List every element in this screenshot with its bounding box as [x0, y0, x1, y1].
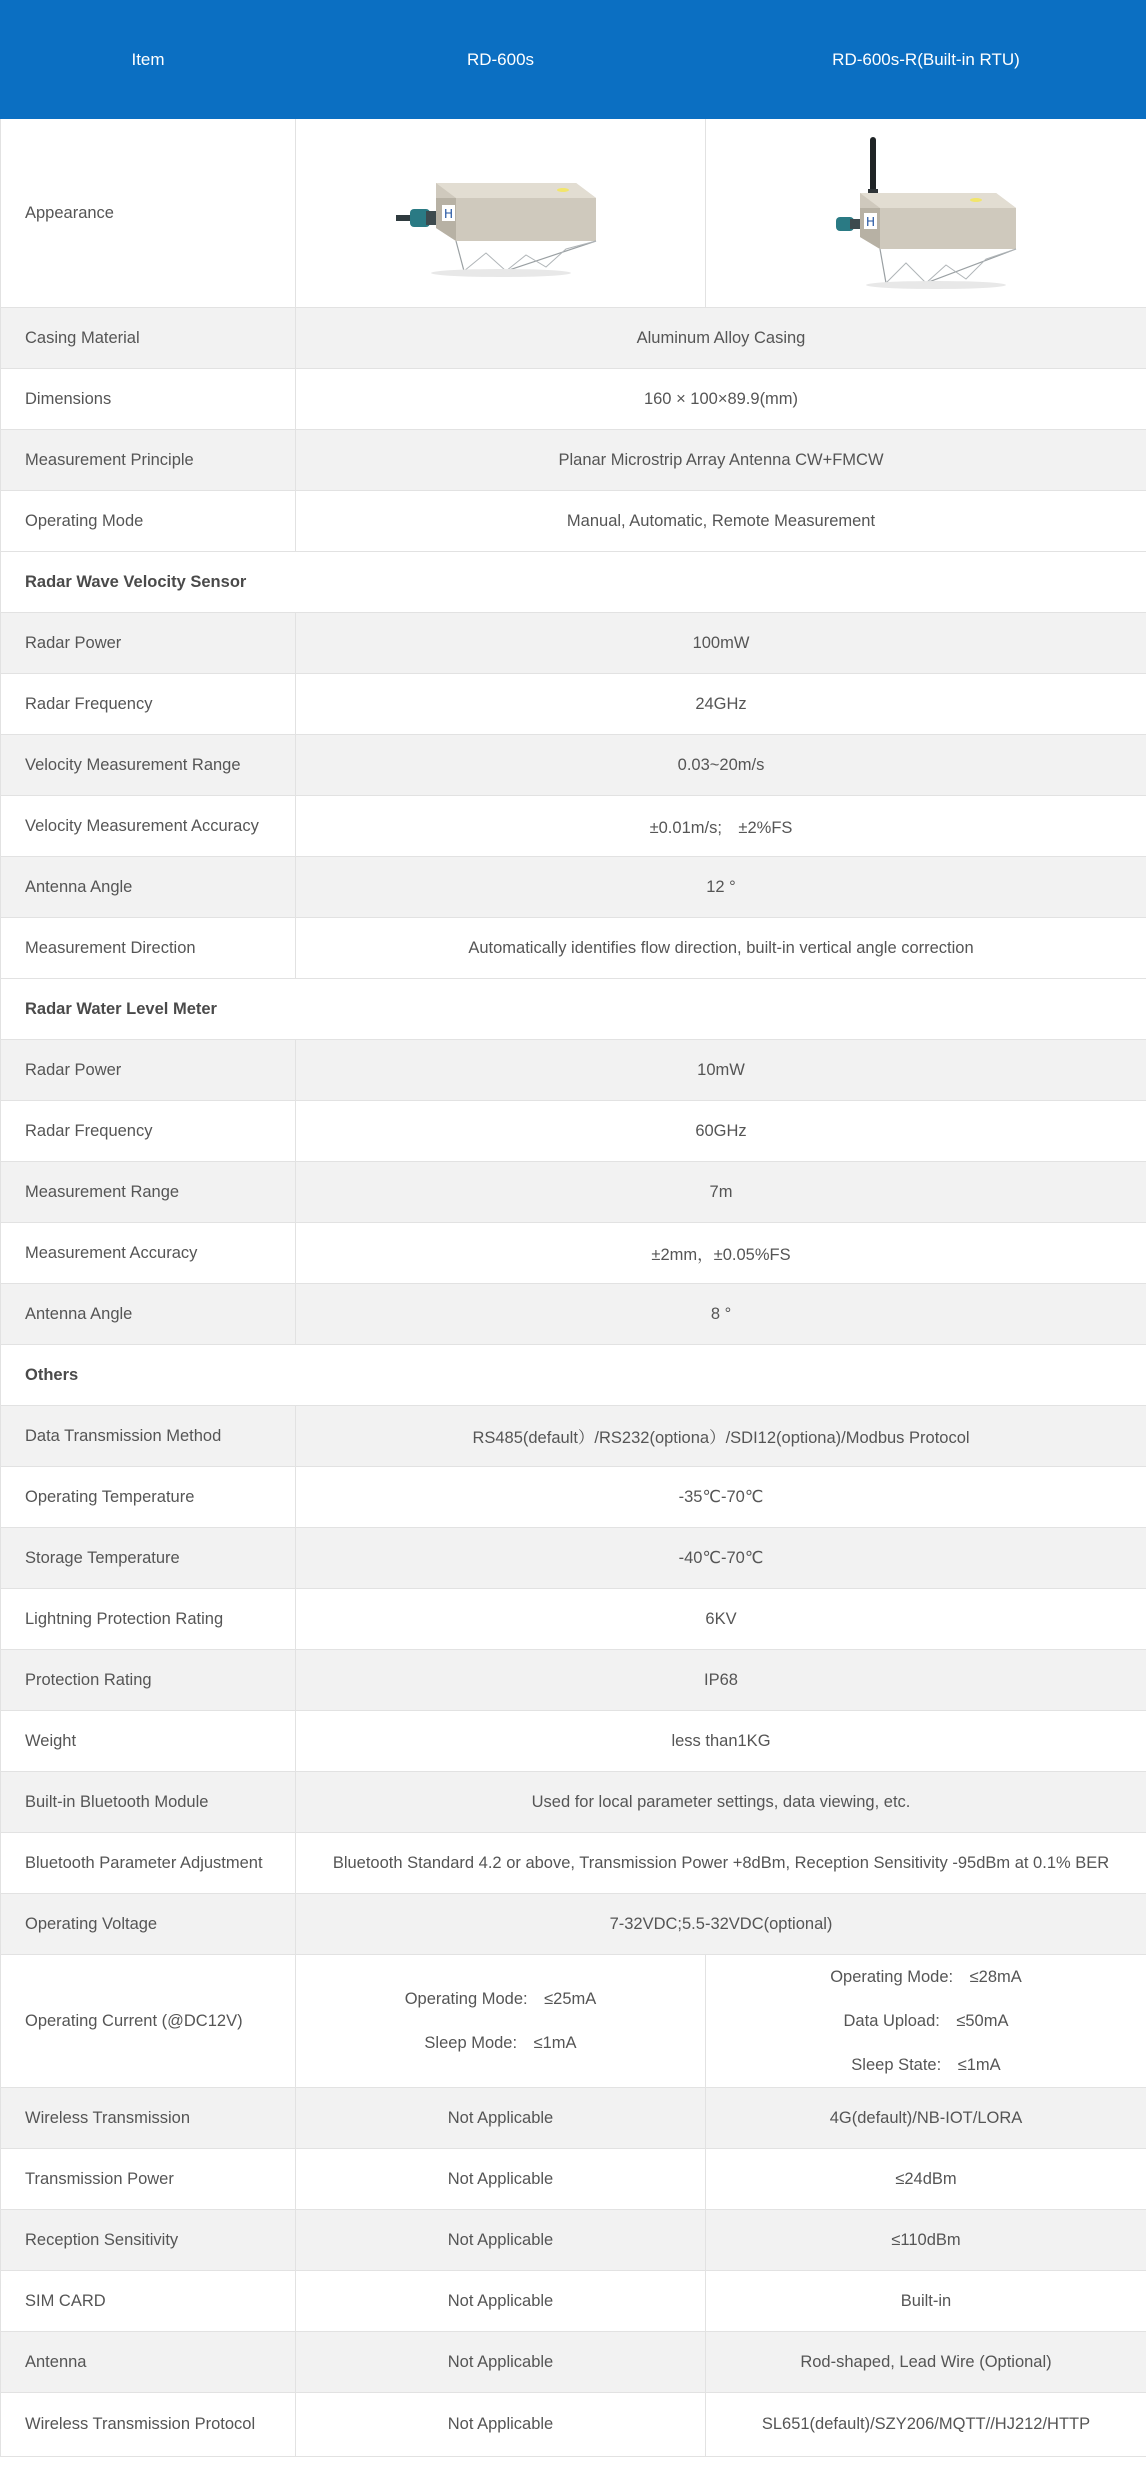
section-header-velocity	[1, 552, 1146, 613]
row-value: ±0.01m/s; ±2%FS	[296, 796, 1146, 857]
section-title: Radar Water Level Meter	[1, 979, 1146, 1040]
current-value-a	[296, 1955, 706, 2088]
spec-row	[1, 1040, 1146, 1101]
spec-row	[1, 1772, 1146, 1833]
row-value: Automatically identifies flow direction, built-in vertical angle correction	[296, 918, 1146, 979]
row-label: Weight	[1, 1711, 296, 1772]
row-value: Manual, Automatic, Remote Measurement	[296, 491, 1146, 552]
spec-row	[1, 2393, 1146, 2457]
row-label: Operating Mode	[1, 491, 296, 552]
row-label: Operating Voltage	[1, 1894, 296, 1955]
spec-row	[1, 2332, 1146, 2393]
row-label: Casing Material	[1, 308, 296, 369]
row-value-b: SL651(default)/SZY206/MQTT//HJ212/HTTP	[706, 2393, 1146, 2457]
row-label: Antenna Angle	[1, 857, 296, 918]
spec-row	[1, 1467, 1146, 1528]
cable-connector-icon	[836, 217, 862, 231]
row-value: -40℃-70℃	[296, 1528, 1146, 1589]
spec-row	[1, 1406, 1146, 1467]
row-label: Velocity Measurement Accuracy	[1, 796, 296, 857]
row-value-b: Rod-shaped, Lead Wire (Optional)	[706, 2332, 1146, 2393]
spec-row	[1, 2088, 1146, 2149]
current-line: Data Upload: ≤50mA	[843, 2012, 1009, 2030]
spec-row	[1, 613, 1146, 674]
spec-row	[1, 491, 1146, 552]
row-label: Data Transmission Method	[1, 1406, 296, 1467]
spec-row	[1, 918, 1146, 979]
row-value: less than1KG	[296, 1711, 1146, 1772]
spec-row	[1, 1223, 1146, 1284]
section-header-level	[1, 979, 1146, 1040]
antenna-icon	[868, 137, 878, 199]
row-value: 100mW	[296, 613, 1146, 674]
row-value: 6KV	[296, 1589, 1146, 1650]
row-value: 24GHz	[296, 674, 1146, 735]
row-value-a: Not Applicable	[296, 2393, 706, 2457]
spec-row	[1, 674, 1146, 735]
svg-text:H: H	[443, 207, 453, 221]
current-line: Operating Mode: ≤28mA	[830, 1968, 1022, 1986]
row-value-a: Not Applicable	[296, 2332, 706, 2393]
row-label: Operating Temperature	[1, 1467, 296, 1528]
row-value-a: Not Applicable	[296, 2149, 706, 2210]
row-value-a: Not Applicable	[296, 2271, 706, 2332]
row-label: Measurement Principle	[1, 430, 296, 491]
row-value-a: Not Applicable	[296, 2088, 706, 2149]
device-image-rd600s	[396, 143, 606, 283]
spec-row	[1, 1894, 1146, 1955]
spec-row	[1, 1833, 1146, 1894]
header-row	[1, 1, 1146, 119]
row-value: Used for local parameter settings, data viewing, etc.	[296, 1772, 1146, 1833]
row-label: Antenna	[1, 2332, 296, 2393]
spec-row	[1, 2271, 1146, 2332]
spec-row	[1, 796, 1146, 857]
row-value: Bluetooth Standard 4.2 or above, Transmission Power +8dBm, Reception Sensitivity -95dBm at 0.1% BER	[296, 1833, 1146, 1894]
appearance-row	[1, 119, 1146, 308]
section-title: Others	[1, 1345, 1146, 1406]
current-line: Sleep State: ≤1mA	[851, 2056, 1001, 2074]
spec-row	[1, 1589, 1146, 1650]
spec-row	[1, 1162, 1146, 1223]
row-label: Antenna Angle	[1, 1284, 296, 1345]
row-value-a: Not Applicable	[296, 2210, 706, 2271]
row-value: 10mW	[296, 1040, 1146, 1101]
row-value-b: ≤110dBm	[706, 2210, 1146, 2271]
row-label: Measurement Direction	[1, 918, 296, 979]
row-label: Transmission Power	[1, 2149, 296, 2210]
row-value: 12 °	[296, 857, 1146, 918]
row-label: Protection Rating	[1, 1650, 296, 1711]
header-model-b: RD-600s-R(Built-in RTU)	[706, 1, 1146, 119]
spec-row	[1, 430, 1146, 491]
row-label: SIM CARD	[1, 2271, 296, 2332]
row-value: Planar Microstrip Array Antenna CW+FMCW	[296, 430, 1146, 491]
current-line: Operating Mode: ≤25mA	[404, 1990, 597, 2008]
spec-row	[1, 1528, 1146, 1589]
spec-row	[1, 1650, 1146, 1711]
spec-row	[1, 857, 1146, 918]
spec-row	[1, 1711, 1146, 1772]
row-value: 7-32VDC;5.5-32VDC(optional)	[296, 1894, 1146, 1955]
row-value-b: ≤24dBm	[706, 2149, 1146, 2210]
row-label: Built-in Bluetooth Module	[1, 1772, 296, 1833]
section-title: Radar Wave Velocity Sensor	[1, 552, 1146, 613]
row-label: Radar Frequency	[1, 1101, 296, 1162]
operating-current-row	[1, 1955, 1146, 2088]
current-line: Sleep Mode: ≤1mA	[424, 2034, 577, 2052]
row-label: Dimensions	[1, 369, 296, 430]
spec-row	[1, 2210, 1146, 2271]
row-value: ±2mm，±0.05%FS	[296, 1223, 1146, 1284]
row-value: 8 °	[296, 1284, 1146, 1345]
row-label: Reception Sensitivity	[1, 2210, 296, 2271]
row-value: 60GHz	[296, 1101, 1146, 1162]
row-value-b: 4G(default)/NB-IOT/LORA	[706, 2088, 1146, 2149]
row-label: Radar Power	[1, 613, 296, 674]
row-label: Radar Power	[1, 1040, 296, 1101]
row-value-b: Built-in	[706, 2271, 1146, 2332]
row-label: Storage Temperature	[1, 1528, 296, 1589]
device-image-b	[706, 119, 1146, 308]
device-image-a	[296, 119, 706, 308]
row-value: 160 × 100×89.9(mm)	[296, 369, 1146, 430]
row-value: RS485(default）/RS232(optiona）/SDI12(optiona)/Modbus Protocol	[296, 1406, 1146, 1467]
row-label: Velocity Measurement Range	[1, 735, 296, 796]
spec-row	[1, 2149, 1146, 2210]
spec-row	[1, 1284, 1146, 1345]
row-label: Measurement Accuracy	[1, 1223, 296, 1284]
row-value: -35℃-70℃	[296, 1467, 1146, 1528]
spec-row	[1, 369, 1146, 430]
row-label: Operating Current (@DC12V)	[1, 1955, 296, 2088]
row-label: Measurement Range	[1, 1162, 296, 1223]
row-label: Wireless Transmission Protocol	[1, 2393, 296, 2457]
device-image-rd600sr	[826, 133, 1026, 293]
row-label: Radar Frequency	[1, 674, 296, 735]
row-label: Lightning Protection Rating	[1, 1589, 296, 1650]
row-label: Bluetooth Parameter Adjustment	[1, 1833, 296, 1894]
row-value: 0.03~20m/s	[296, 735, 1146, 796]
header-item: Item	[1, 1, 296, 119]
cable-connector-icon	[396, 209, 440, 227]
row-label: Wireless Transmission	[1, 2088, 296, 2149]
svg-text:H: H	[865, 215, 876, 229]
row-value: IP68	[296, 1650, 1146, 1711]
spec-row	[1, 1101, 1146, 1162]
row-value: 7m	[296, 1162, 1146, 1223]
header-model-a: RD-600s	[296, 1, 706, 119]
section-header-others	[1, 1345, 1146, 1406]
spec-row	[1, 308, 1146, 369]
appearance-label: Appearance	[1, 119, 296, 308]
current-value-b	[706, 1955, 1146, 2088]
spec-row	[1, 735, 1146, 796]
row-value: Aluminum Alloy Casing	[296, 308, 1146, 369]
